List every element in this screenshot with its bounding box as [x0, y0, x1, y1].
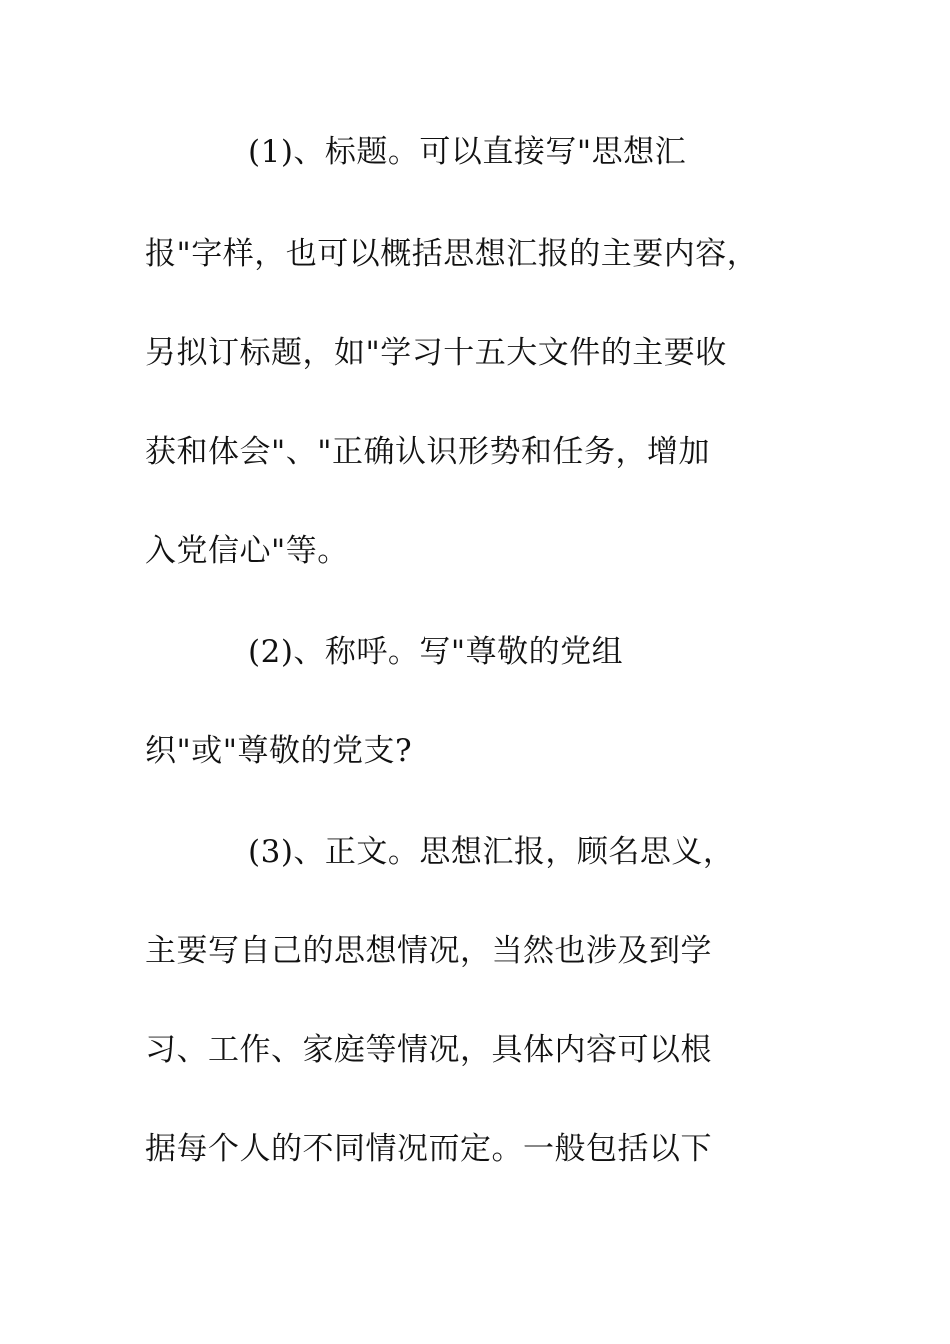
- text-line: 织"或"尊敬的党支?: [145, 733, 413, 769]
- text-line-salutation-heading: (2)、称呼。写"尊敬的党组: [248, 634, 624, 670]
- text-line: 另拟订标题，如"学习十五大文件的主要收: [145, 335, 727, 371]
- text-line: 入党信心"等。: [145, 533, 349, 569]
- text-line: 习、工作、家庭等情况，具体内容可以根: [145, 1032, 712, 1068]
- text-line: 主要写自己的思想情况，当然也涉及到学: [145, 933, 712, 969]
- text-line: 报"字样，也可以概括思想汇报的主要内容，: [145, 236, 759, 272]
- text-line: 据每个人的不同情况而定。一般包括以下: [145, 1131, 712, 1167]
- text-line-body-heading: (3)、正文。思想汇报，顾名思义，: [248, 834, 735, 870]
- text-line-title-heading: (1)、标题。可以直接写"思想汇: [248, 134, 687, 170]
- text-line: 获和体会"、"正确认识形势和任务，增加: [145, 434, 711, 470]
